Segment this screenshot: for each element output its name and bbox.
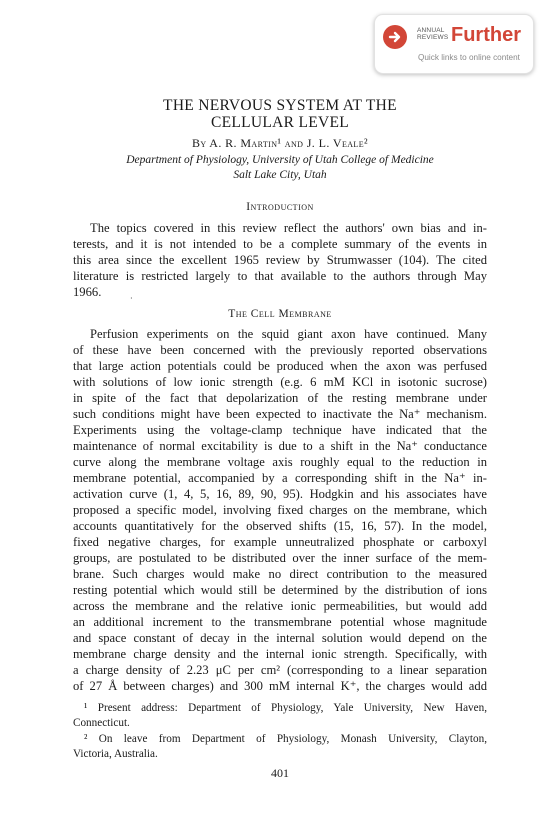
body-line: accounts quantitatively for the observed shifts (15, 16, 57). In the model, xyxy=(73,519,487,533)
body-line: curve along the membrane voltage axis roughly equal to the reduction in xyxy=(73,455,487,469)
body-line: such conditions might have been expected to inactivate the Na⁺ mechanism. xyxy=(73,407,487,421)
body-line: Perfusion experiments on the squid giant axon have continued. Many xyxy=(90,327,487,341)
body-line: an additional increment to the transmembrane potential whose magnitude xyxy=(73,615,487,629)
body-line: a charge density of 2.23 μC per cm² (corresponding to a linear separation xyxy=(73,663,487,677)
body-line: of these have been concerned with the previously reported observations xyxy=(73,343,487,357)
stray-mark: · xyxy=(130,294,133,303)
introduction-heading: Introduction xyxy=(246,201,314,213)
article-title-line-2: CELLULAR LEVEL xyxy=(210,114,350,131)
body-line: resting potential which would still be determined by the distribution of ions xyxy=(73,583,487,597)
body-line: proposed a specific model, involving fixed charges on the membrane, which xyxy=(73,503,487,517)
intro-line: this area since the excellent 1965 review by Strumwasser (104). The cited xyxy=(73,253,487,267)
affiliation-line-2: Salt Lake City, Utah xyxy=(233,169,327,181)
body-line: activation curve (1, 4, 5, 16, 89, 90, 95). Hodgkin and his associates have xyxy=(73,487,487,501)
page-number: 401 xyxy=(271,766,289,780)
badge-annual-text: ANNUAL xyxy=(417,27,445,34)
footnote-2: ² On leave from Department of Physiology, Monash University, Clayton, xyxy=(84,733,487,745)
badge-further-text: Further xyxy=(451,24,521,46)
footnote-2-cont: Victoria, Australia. xyxy=(73,748,158,760)
intro-line: 1966. xyxy=(73,285,102,299)
intro-line: terests, and it is not intended to be a complete summary of the events in xyxy=(73,237,487,251)
body-line: Experiments using the voltage-clamp technique have indicated that the xyxy=(73,423,487,437)
body-line: and space constant of decay in the internal solution would depend on the xyxy=(73,631,487,645)
badge-subtitle: Quick links to online content xyxy=(418,53,520,62)
body-line: in spite of the fact that depolarization of the resting membrane under xyxy=(73,391,487,405)
badge-reviews-text: REVIEWS xyxy=(417,34,449,41)
body-line: that large action potentials could be produced when the axon was perfused xyxy=(73,359,487,373)
footnote-1: ¹ Present address: Department of Physiology, Yale University, New Haven, xyxy=(84,702,487,714)
intro-line: The topics covered in this review reflect the authors' own bias and in- xyxy=(90,221,487,235)
body-line: with solutions of low ionic strength (e.g. 6 mM KCl in isotonic sucrose) xyxy=(73,375,487,389)
further-links-badge[interactable] xyxy=(374,14,534,74)
article-authors: By A. R. Martin¹ and J. L. Veale² xyxy=(191,136,369,150)
affiliation-line-1: Department of Physiology, University of Utah College of Medicine xyxy=(126,154,434,166)
body-line: of 27 Å between charges) and 300 mM internal K⁺, the charges would add xyxy=(73,679,487,693)
body-line: across the membrane and the relative ionic permeabilities, but would add xyxy=(73,599,487,613)
intro-line: literature is restricted largely to that available to the authors through May xyxy=(73,269,487,283)
cell-membrane-heading: The Cell Membrane xyxy=(228,308,332,320)
body-line: membrane potential, accompanied by a corresponding shift in the Na⁺ in- xyxy=(73,471,487,485)
body-line: groups, are postulated to be distributed over the inner surface of the mem- xyxy=(73,551,487,565)
article-title-line-1: THE NERVOUS SYSTEM AT THE xyxy=(163,97,397,114)
body-line: membrane charge density and the internal ionic strength. Specifically, with xyxy=(73,647,487,661)
footnote-1-cont: Connecticut. xyxy=(73,717,130,729)
body-line: fixed negative charges, for example unneutralized phosphate or carboxyl xyxy=(73,535,487,549)
arrow-right-icon xyxy=(383,25,407,49)
body-line: brane. Such charges would make no direct contribution to the measured xyxy=(73,567,487,581)
body-line: maintenance of normal excitability is due to a shift in the Na⁺ conductance xyxy=(73,439,487,453)
